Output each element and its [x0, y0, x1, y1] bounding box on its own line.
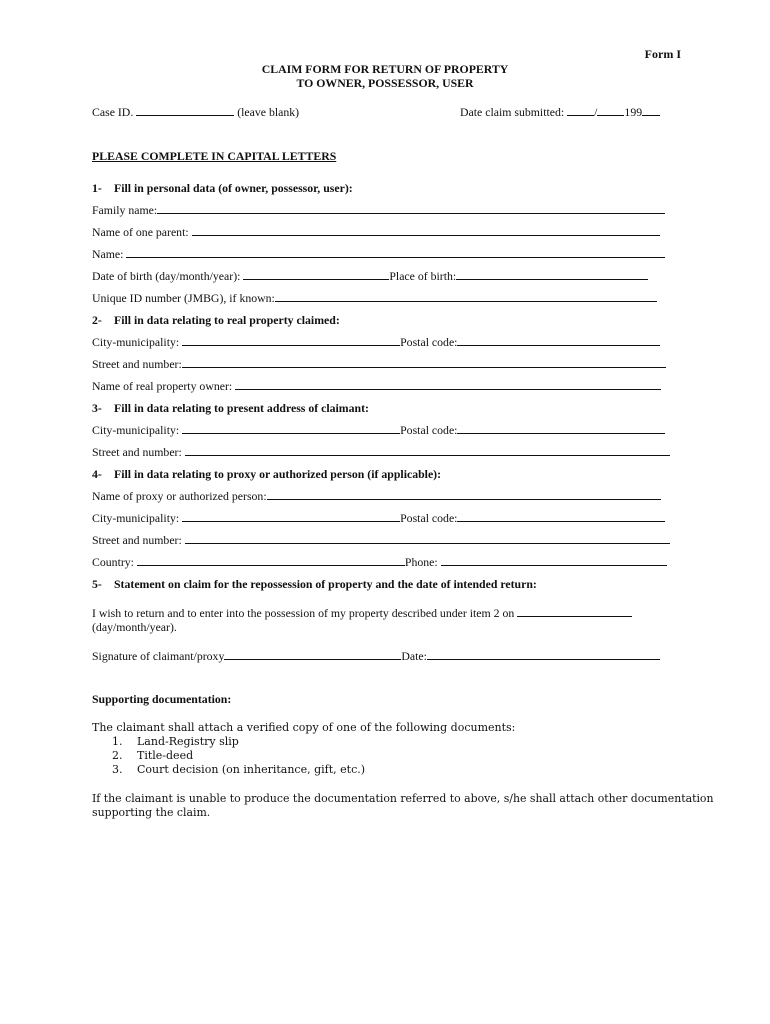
- name-label: Name:: [92, 247, 124, 261]
- item-number: 2.: [112, 749, 123, 762]
- claimant-city-label: City-municipality:: [92, 423, 180, 437]
- item-text: Court decision (on inheritance, gift, etc.): [137, 763, 366, 776]
- form-title-line2: TO OWNER, POSSESSOR, USER: [296, 76, 474, 90]
- proxy-name-label: Name of proxy or authorized person:: [92, 489, 267, 503]
- unique-id-field[interactable]: [275, 291, 657, 302]
- section-2-title: Fill in data relating to real property claimed:: [114, 313, 340, 327]
- signature-date-label: Date:: [401, 649, 427, 663]
- name-field[interactable]: [126, 247, 665, 258]
- proxy-city-label: City-municipality:: [92, 511, 180, 525]
- supporting-docs-heading: Supporting documentation:: [92, 692, 232, 706]
- proxy-street-field[interactable]: [185, 533, 670, 544]
- proxy-country-field[interactable]: [137, 555, 405, 566]
- property-street-label: Street and number:: [92, 357, 182, 371]
- date-year-prefix: 199: [624, 105, 643, 119]
- supporting-docs-item: [112, 735, 239, 749]
- supporting-docs-item: [112, 749, 193, 763]
- form-title-line1: CLAIM FORM FOR RETURN OF PROPERTY: [261, 62, 509, 76]
- proxy-phone-label: Phone:: [404, 555, 438, 569]
- case-id-label: Case ID.: [92, 105, 134, 119]
- section-3-heading: [92, 401, 369, 415]
- form-number: Form I: [644, 47, 681, 61]
- proxy-street-label: Street and number:: [92, 533, 182, 547]
- proxy-country-label: Country:: [92, 555, 134, 569]
- date-year-field[interactable]: [642, 105, 660, 116]
- proxy-city-field[interactable]: [182, 511, 400, 522]
- case-id-field[interactable]: [136, 105, 234, 116]
- proxy-postal-label: Postal code:: [400, 511, 458, 525]
- parent-name-label: Name of one parent:: [92, 225, 189, 239]
- date-day-field[interactable]: [567, 105, 594, 116]
- property-street-row: [92, 357, 666, 371]
- claimant-street-label: Street and number:: [92, 445, 182, 459]
- proxy-name-field[interactable]: [267, 489, 661, 500]
- case-id-row: [92, 105, 299, 119]
- section-5-title: Statement on claim for the repossession of property and the date of intended return:: [114, 577, 537, 591]
- family-name-label: Family name:: [92, 203, 158, 217]
- alternative-docs-note-line2: supporting the claim.: [92, 806, 211, 819]
- pob-field[interactable]: [456, 269, 648, 280]
- date-submitted-row: [460, 105, 660, 119]
- claimant-postal-field[interactable]: [457, 423, 665, 434]
- pob-label: Place of birth:: [389, 269, 457, 283]
- alternative-docs-note-line1: If the claimant is unable to produce the documentation referred to above, s/he shall attach other documentation: [92, 792, 714, 805]
- dob-field[interactable]: [243, 269, 389, 280]
- property-postal-field[interactable]: [457, 335, 660, 346]
- return-date-field[interactable]: [517, 606, 632, 617]
- item-text: Land-Registry slip: [137, 735, 239, 748]
- parent-name-row: [92, 225, 660, 239]
- section-5-heading: [92, 577, 537, 591]
- capital-letters-instruction: PLEASE COMPLETE IN CAPITAL LETTERS: [92, 149, 337, 163]
- supporting-docs-item: [112, 763, 365, 777]
- section-1-heading: [92, 181, 353, 195]
- item-number: 3.: [112, 763, 123, 776]
- dob-label: Date of birth (day/month/year):: [92, 269, 241, 283]
- item-text: Title-deed: [137, 749, 194, 762]
- claimant-street-row: [92, 445, 670, 459]
- proxy-name-row: [92, 489, 661, 503]
- property-city-row: [92, 335, 660, 349]
- unique-id-row: [92, 291, 657, 305]
- property-street-field[interactable]: [182, 357, 666, 368]
- property-city-label: City-municipality:: [92, 335, 180, 349]
- proxy-street-row: [92, 533, 670, 547]
- section-2-heading: [92, 313, 340, 327]
- proxy-city-row: [92, 511, 665, 525]
- section-4-title: Fill in data relating to proxy or authorized person (if applicable):: [114, 467, 442, 481]
- claimant-city-row: [92, 423, 665, 437]
- date-slash: /: [594, 105, 598, 119]
- section-1-title: Fill in personal data (of owner, possessor, user):: [114, 181, 353, 195]
- section-3-title: Fill in data relating to present address of claimant:: [114, 401, 369, 415]
- signature-date-field[interactable]: [427, 649, 660, 660]
- family-name-row: [92, 203, 665, 217]
- signature-row: [92, 649, 660, 663]
- signature-label: Signature of claimant/proxy: [92, 649, 225, 663]
- section-4-heading: [92, 467, 441, 481]
- supporting-docs-intro: The claimant shall attach a verified copy of one of the following documents:: [92, 721, 516, 734]
- unique-id-label: Unique ID number (JMBG), if known:: [92, 291, 275, 305]
- section-4-number: 4-: [92, 467, 102, 481]
- claimant-postal-label: Postal code:: [400, 423, 458, 437]
- section-3-number: 3-: [92, 401, 102, 415]
- birth-row: [92, 269, 648, 283]
- signature-field[interactable]: [224, 649, 401, 660]
- family-name-field[interactable]: [157, 203, 665, 214]
- property-city-field[interactable]: [182, 335, 400, 346]
- proxy-country-row: [92, 555, 667, 569]
- date-submitted-label: Date claim submitted:: [460, 105, 565, 119]
- property-owner-label: Name of real property owner:: [92, 379, 233, 393]
- case-id-note: (leave blank): [237, 105, 300, 119]
- section-5-number: 5-: [92, 577, 102, 591]
- date-month-field[interactable]: [597, 105, 624, 116]
- property-owner-row: [92, 379, 661, 393]
- property-postal-label: Postal code:: [400, 335, 458, 349]
- claimant-street-field[interactable]: [185, 445, 670, 456]
- section-1-number: 1-: [92, 181, 102, 195]
- claimant-city-field[interactable]: [182, 423, 400, 434]
- property-owner-field[interactable]: [235, 379, 661, 390]
- statement-line1: [92, 606, 632, 620]
- statement-text: I wish to return and to enter into the possession of my property described under item 2 on: [92, 606, 515, 620]
- item-number: 1.: [112, 735, 123, 748]
- statement-line2: (day/month/year).: [92, 620, 177, 634]
- parent-name-field[interactable]: [192, 225, 660, 236]
- proxy-phone-field[interactable]: [441, 555, 667, 566]
- name-row: [92, 247, 665, 261]
- proxy-postal-field[interactable]: [457, 511, 665, 522]
- section-2-number: 2-: [92, 313, 102, 327]
